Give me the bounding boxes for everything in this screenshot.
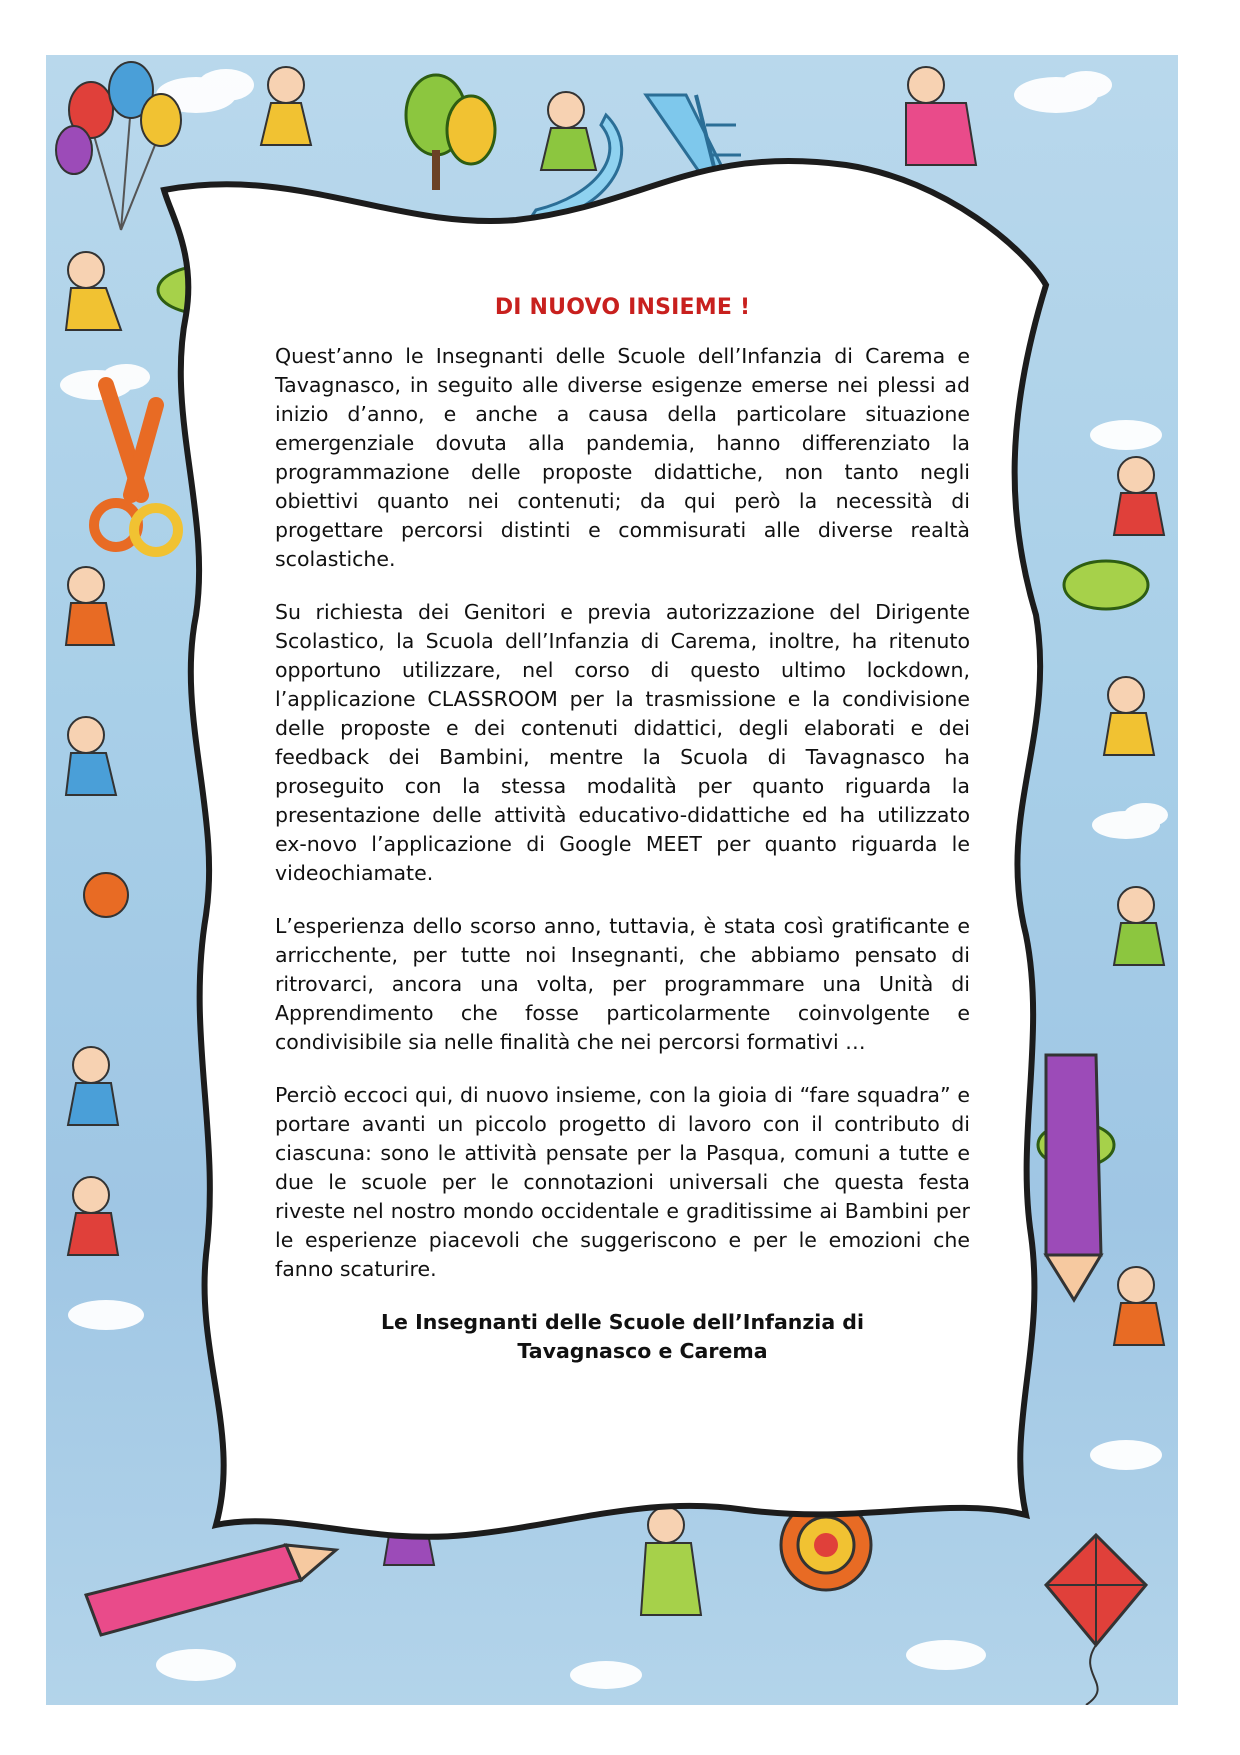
page-title: DI NUOVO INSIEME ! — [494, 295, 751, 320]
paragraph-3: L’esperienza dello scorso anno, tuttavia, è stata così gratificante e arricchente, per tutte noi Insegnanti, che abbiamo pensato di ritrovarci, ancora una volta, per programmare una Unità di Apprendimento che fosse particolarmente coinvolgente e condivisibile sia nelle finalità che nei percorsi formativi … — [275, 914, 970, 1054]
paragraph-2: Su richiesta dei Genitori e previa autorizzazione del Dirigente Scolastico, la Scuola dell’Infanzia di Carema, inoltre, ha ritenuto opportuno utilizzare, nel corso di questo ultimo lockdown, l’applicazione CLASSROOM per la trasmissione e la condivisione delle proposte e dei contenuti didattici, degli elaborati e dei feedback dei Bambini, mentre la Scuola di Tavagnasco ha proseguito con la stessa modalità per quanto riguarda la presentazione delle attività educativo-didattiche ed ha utilizzato ex-novo l’applicazione di Google MEET per quanto riguarda le videochiamate. — [275, 600, 970, 885]
signature — [275, 1308, 970, 1366]
signature-line-2: Tavagnasco e Carema — [517, 1339, 768, 1363]
paragraph-1: Quest’anno le Insegnanti delle Scuole dell’Infanzia di Carema e Tavagnasco, in seguito alle diverse esigenze emerse nei plessi ad inizio d’anno, e anche a causa della particolare situazione emergenziale dovuta alla pandemia, hanno differenziato la programmazione delle proposte didattiche, non tanto negli obiettivi quanto nei contenuti; da qui però la necessità di progettare percorsi distinti e commisurati alle diverse realtà scolastiche. — [275, 344, 970, 571]
paragraph-4: Perciò eccoci qui, di nuovo insieme, con la gioia di “fare squadra” e portare avanti un piccolo progetto di lavoro con il contributo di ciascuna: sono le attività pensate per la Pasqua, comuni a tutte e due le scuole per le connotazioni universali che questa festa riveste nel nostro mondo occidentale e graditissime ai Bambini per le esperienze piacevoli che suggeriscono e per le emozioni che fanno scaturire. — [275, 1083, 970, 1281]
letter-content — [275, 295, 970, 1366]
signature-line-1: Le Insegnanti delle Scuole dell’Infanzia di — [380, 1310, 865, 1334]
